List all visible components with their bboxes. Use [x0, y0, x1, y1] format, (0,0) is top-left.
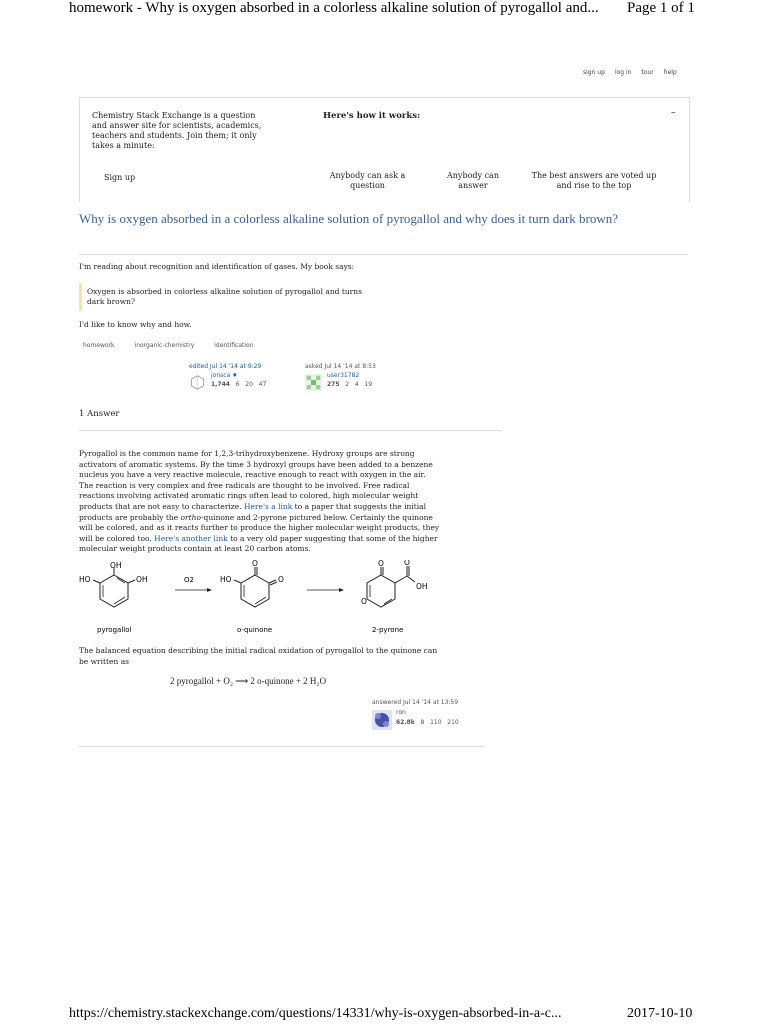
collapse-button[interactable]: –	[671, 108, 676, 118]
asker-rep: 275	[327, 381, 340, 388]
nav-help[interactable]: help	[663, 69, 677, 76]
step-ask: Anybody can ask a question	[329, 171, 406, 190]
label-pyrogallol: pyrogallol	[97, 626, 132, 634]
editor-badge-bronze: 47	[258, 381, 267, 388]
tag-homework[interactable]: homework	[83, 342, 115, 349]
tag-inorganic-chemistry[interactable]: inorganic-chemistry	[134, 342, 195, 349]
print-header-title: homework - Why is oxygen absorbed in a colorless alkaline solution of pyrogallol and...	[69, 0, 599, 16]
asker-stats	[327, 381, 372, 388]
answerer-rep: 62.8k	[396, 719, 415, 726]
balanced-equation: 2 pyrogallol + O₂ ⟶ 2 o-quinone + 2 H₂O	[170, 676, 327, 686]
label-o-quinone: o-quinone	[237, 626, 273, 634]
welcome-banner	[79, 97, 690, 202]
pyrone-o-ring: O	[361, 597, 367, 606]
answer-end-divider	[79, 746, 485, 747]
tag-list	[79, 341, 270, 350]
editor-rep: 1,744	[211, 381, 230, 388]
top-nav	[583, 69, 687, 76]
nav-log-in[interactable]: log in	[614, 69, 632, 76]
how-it-works-title: Here's how it works:	[323, 111, 421, 121]
edited-card	[189, 363, 267, 392]
print-header-page: Page 1 of 1	[627, 0, 695, 16]
blockquote-text: Oxygen is absorbed in colorless alkaline solution of pyrogallol and turns dark brown?	[87, 287, 362, 306]
answerer-avatar[interactable]	[372, 710, 392, 730]
asker-name[interactable]: user31782	[327, 372, 360, 379]
answer-link-1[interactable]: Here's a link	[243, 501, 293, 511]
answer-paragraph-2: The balanced equation describing the initial radical oxidation of pyrogallol to the quinone can be written as	[79, 646, 438, 666]
answer-paragraph-1	[79, 449, 441, 555]
answers-count: 1 Answer	[79, 409, 120, 419]
answerer-badge-silver: 110	[430, 719, 442, 726]
label-2-pyrone: 2-pyrone	[372, 626, 404, 634]
asked-label: asked Jul 14 '14 at 8:53	[305, 363, 376, 370]
title-divider	[79, 254, 688, 255]
pyrone-o-acid: O	[404, 560, 410, 567]
pyrone-o-carbonyl: O	[378, 560, 384, 568]
editor-badge-silver: 20	[245, 381, 253, 388]
pyrone-oh: OH	[416, 582, 428, 591]
arrow-o2-label: O2	[184, 576, 194, 584]
answer-text-a: Pyrogallol is the common name for 1,2,3-trihydroxybenzene. Hydroxy groups are strong activators of aromatic systems. By the time 3 hydroxyl groups have been added to a benzene nucleus you have a very reactive molecule, reactive enough to react with oxygen in the air. The reaction is very complex and free radicals are thought to be involved. Free radical reactions involving activated aromatic rings often lead to colored, high molecular weight products that are not easy to characterize.	[79, 449, 433, 511]
nav-tour[interactable]: tour	[641, 69, 654, 76]
asker-badge-bronze: 19	[364, 381, 373, 388]
editor-name[interactable]: jonsca ♦	[211, 372, 238, 379]
reaction-scheme	[79, 560, 459, 640]
edited-label[interactable]: edited Jul 14 '14 at 9:29	[189, 363, 262, 370]
answer-ortho: ortho	[180, 512, 201, 522]
quinone-o-right: O	[278, 575, 284, 584]
step-vote: The best answers are voted up and rise to the top	[531, 171, 657, 190]
print-footer-date: 2017-10-10	[627, 1006, 693, 1021]
answerer-name[interactable]: ron	[396, 709, 406, 716]
answered-label: answered Jul 14 '14 at 13:59	[372, 699, 459, 706]
pyrogallol-oh-right: OH	[136, 575, 148, 584]
editor-badge-gold: 6	[235, 381, 240, 388]
answer-text-c: -quinone and 2-pyrone pictured below. Certainly the quinone will be colored, and as it reacts further to produce the higher molecular weight products, they will be colored too.	[79, 512, 440, 543]
asker-badge-silver: 4	[354, 381, 359, 388]
editor-stats	[211, 381, 266, 388]
question-title[interactable]: Why is oxygen absorbed in a colorless alkaline solution of pyrogallol and why does it turn dark brown?	[79, 211, 619, 226]
answered-card	[372, 699, 458, 728]
question-intro: I'm reading about recognition and identification of gases. My book says:	[79, 262, 355, 271]
question-blockquote	[79, 283, 377, 311]
question-ask: I'd like to know why and how.	[79, 320, 192, 329]
answers-divider	[79, 430, 502, 431]
answerer-badge-bronze: 210	[447, 719, 459, 726]
asked-card	[305, 363, 376, 392]
signup-button[interactable]: Sign up	[104, 173, 136, 182]
welcome-intro: Chemistry Stack Exchange is a question and answer site for scientists, academics, teachers and students. Join them; it only takes a minute:	[92, 111, 262, 150]
tag-identification[interactable]: identification	[214, 342, 254, 349]
answer-text-d: to a very old paper suggesting that some of the higher molecular weight products contain at least 20 carbon atoms.	[79, 533, 438, 554]
print-footer-url: https://chemistry.stackexchange.com/questions/14331/why-is-oxygen-absorbed-in-a-c...	[69, 1006, 562, 1021]
pyrogallol-oh-top: OH	[110, 561, 122, 570]
asker-badge-gold: 2	[345, 381, 350, 388]
pyrogallol-ho-left: HO	[79, 575, 91, 584]
answer-link-2[interactable]: Here's another link	[154, 533, 228, 543]
answerer-badge-gold: 8	[420, 719, 425, 726]
quinone-ho-left: HO	[220, 575, 232, 584]
quinone-o-top: O	[252, 560, 258, 568]
answer-text-b: to a paper that suggests the initial products are probably the	[79, 501, 427, 522]
editor-avatar[interactable]	[189, 374, 206, 391]
step-answer: Anybody can answer	[447, 171, 499, 190]
asker-avatar[interactable]	[305, 374, 322, 391]
answerer-stats	[396, 719, 459, 726]
nav-sign-up[interactable]: sign up	[583, 69, 605, 76]
